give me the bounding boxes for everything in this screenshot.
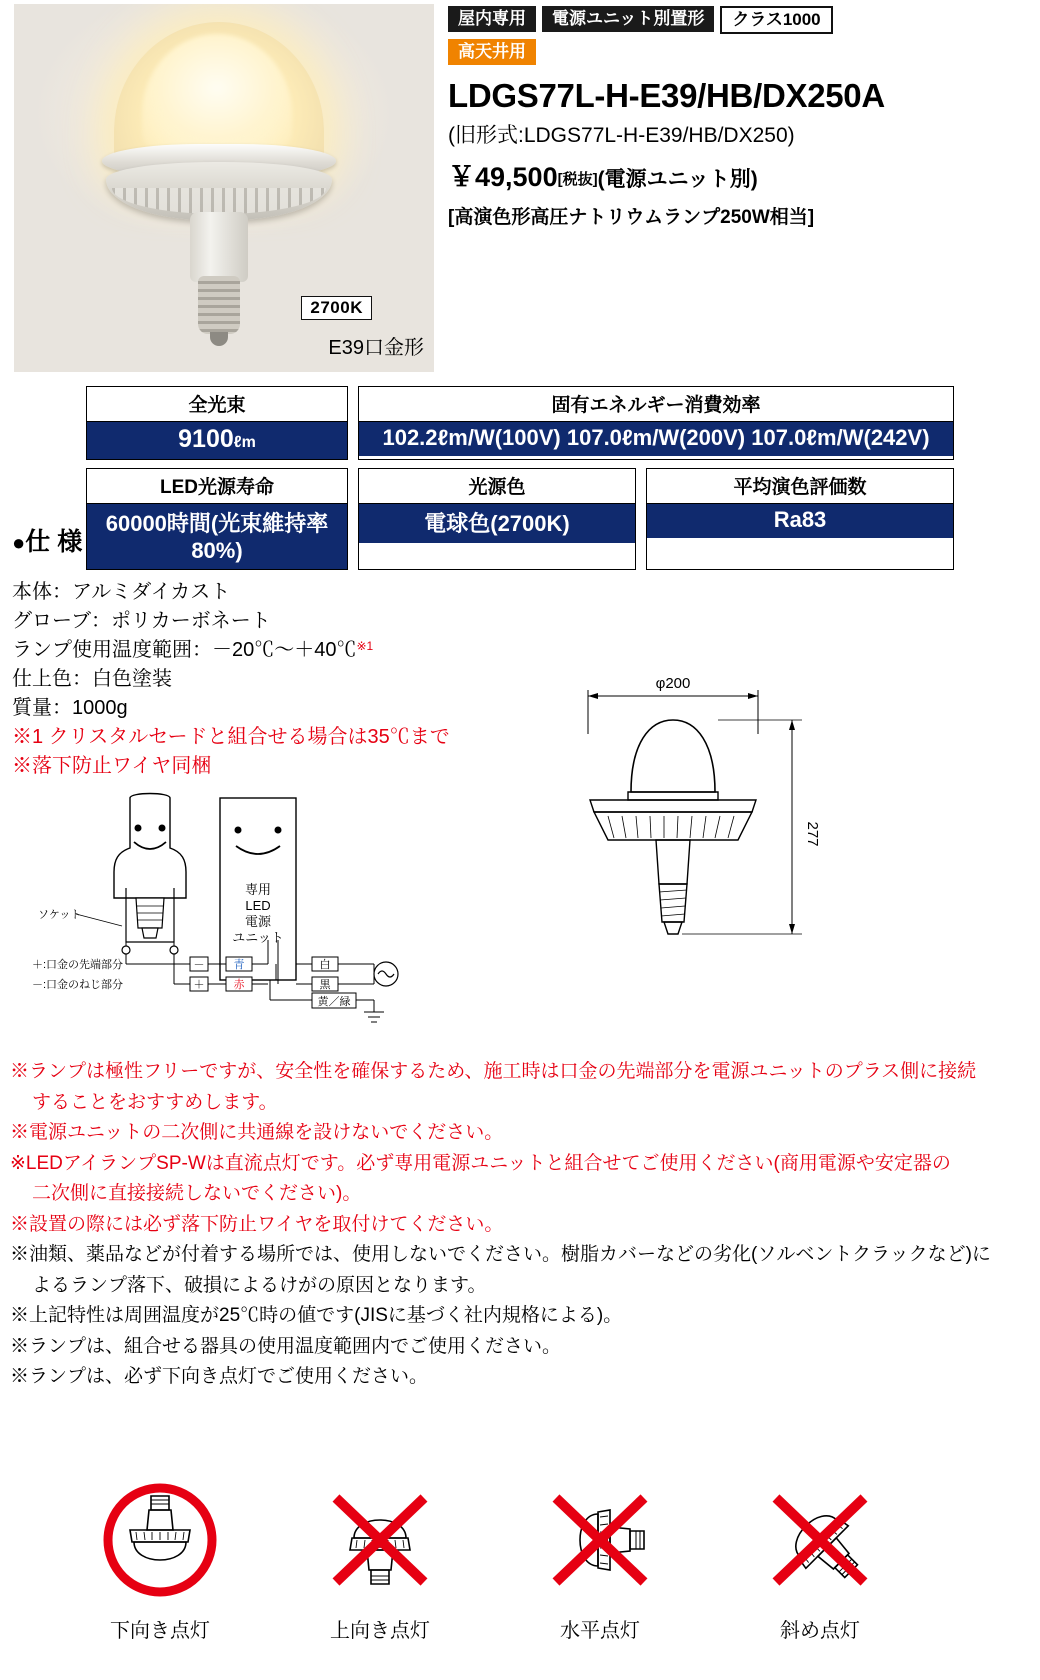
note-3b: 二次側に直接接続しないでください)。	[32, 1183, 362, 1204]
orientation-diagonal-icon	[750, 1478, 890, 1608]
spec-detail-list	[12, 578, 532, 781]
spec-item-temp-range-text: ランプ使用温度範囲：－20℃～＋40℃	[12, 639, 357, 661]
spec-cri-value: Ra83	[647, 504, 953, 538]
note-6: ※上記特性は周囲温度が25℃時の値です(JISに基づく社内規格による)。	[10, 1305, 623, 1326]
dimension-height-label: 277	[804, 821, 821, 847]
note-4: ※設置の際には必ず落下防止ワイヤを取付けてください。	[10, 1213, 504, 1235]
note-5a: ※油類、薬品などが付着する場所では、使用しないでください。樹脂カバーなどの劣化(ソルベントクラックなど)に	[10, 1244, 991, 1265]
wiring-wire-blue: 青	[233, 959, 245, 971]
dimension-drawing	[556, 672, 856, 962]
spec-lifetime-head: LED光源寿命	[87, 469, 347, 504]
dimension-width-label: φ200	[655, 675, 691, 692]
badge-indoor-only: 屋内専用	[448, 6, 536, 32]
spec-item-globe: グローブ：ポリカーボネート	[12, 610, 271, 632]
wiring-unit-label-4: ユニット	[232, 930, 284, 945]
orientation-diagonal	[750, 1478, 890, 1668]
orientation-down-label: 下向き点灯	[110, 1620, 210, 1642]
old-model-number: (旧形式:LDGS77L-H-E39/HB/DX250)	[448, 124, 795, 147]
equivalent-note: [高演色形高圧ナトリウムランプ250W相当]	[448, 207, 815, 228]
color-temperature-tag: 2700K	[301, 296, 372, 320]
bullet-icon: ●	[12, 530, 26, 555]
top-section	[0, 0, 1040, 378]
notes-list	[10, 1058, 1030, 1394]
spec-luminous-flux-number: 9100	[178, 425, 234, 453]
model-number: LDGS77L-H-E39/HB/DX250A	[448, 77, 885, 114]
wiring-wire-yellow-green: 黄／緑	[317, 996, 351, 1008]
price-value: ￥49,500	[448, 162, 558, 192]
orientation-up-icon	[310, 1478, 450, 1608]
section-title-specs	[12, 522, 82, 558]
section-title-text: 仕 様	[25, 528, 83, 556]
spec-lifetime	[86, 468, 348, 570]
orientation-down	[90, 1478, 230, 1668]
spec-efficacy-value: 102.2ℓm/W(100V) 107.0ℓm/W(200V) 107.0ℓm/W(242V)	[359, 422, 953, 456]
dimension-svg	[556, 672, 856, 962]
note-3a: ※LEDアイランプSP-Wは直流点灯です。必ず専用電源ユニットと組合せてご使用ください(商用電源や安定器の	[10, 1152, 951, 1174]
wiring-unit-label-2: LED	[245, 898, 271, 913]
orientation-up-label: 上向き点灯	[330, 1620, 430, 1642]
spec-color-value: 電球色(2700K)	[359, 504, 635, 543]
orientation-horizontal-label: 水平点灯	[560, 1620, 640, 1642]
wiring-wire-red: 赤	[233, 979, 245, 991]
photo-caption: E39口金形	[328, 337, 424, 359]
spec-tables	[86, 386, 954, 570]
spec-item-body: 本体：アルミダイカスト	[12, 581, 231, 603]
spec-efficacy	[358, 386, 954, 460]
price-unit-note: (電源ユニット別)	[597, 168, 758, 191]
spec-row-2	[86, 468, 954, 570]
orientation-up	[310, 1478, 450, 1668]
spec-item-safety-wire: ※落下防止ワイヤ同梱	[12, 755, 212, 777]
spec-luminous-flux-value	[87, 422, 347, 459]
note-7: ※ランプは、組合せる器具の使用温度範囲内でご使用ください。	[10, 1335, 562, 1357]
wiring-unit-label-3: 電源	[244, 914, 272, 929]
orientation-horizontal	[530, 1478, 670, 1668]
spec-luminous-flux	[86, 386, 348, 460]
badge-row-2	[448, 39, 1034, 65]
badge-class-1000: クラス1000	[720, 6, 832, 34]
spec-luminous-flux-unit: ℓm	[233, 434, 256, 451]
spec-item-footnote-1: ※1 クリスタルセードと組合せる場合は35℃まで	[12, 726, 450, 748]
wiring-symbol-plus: ＋	[193, 979, 205, 991]
badge-row-1	[448, 6, 1034, 34]
wiring-wire-white: 白	[319, 959, 331, 971]
note-2: ※電源ユニットの二次側に共通線を設けないでください。	[10, 1122, 504, 1143]
lamp-screw-base-icon	[198, 276, 240, 334]
spec-color-head: 光源色	[359, 469, 635, 504]
wiring-wire-black: 黒	[319, 979, 331, 991]
price-line	[448, 155, 1034, 194]
header-block	[448, 6, 1034, 229]
lamp-neck-icon	[190, 212, 248, 282]
spec-cri	[646, 468, 954, 570]
badge-high-ceiling: 高天井用	[448, 39, 536, 65]
orientation-icons	[90, 1478, 860, 1668]
spec-efficacy-head: 固有エネルギー消費効率	[359, 387, 953, 422]
spec-item-finish: 仕上色：白色塗装	[12, 668, 172, 690]
orientation-horizontal-icon	[530, 1478, 670, 1608]
wiring-unit-label-1: 専用	[244, 882, 272, 897]
spec-luminous-flux-head: 全光束	[87, 387, 347, 422]
wiring-svg	[30, 790, 450, 1048]
spec-lifetime-value: 60000時間(光束維持率80%)	[87, 504, 347, 569]
spec-color	[358, 468, 636, 570]
note-1b: することをおすすめします。	[32, 1091, 278, 1113]
wiring-socket-label: ソケット	[38, 909, 82, 921]
price-tax-note: [税抜]	[557, 171, 598, 188]
wiring-plus-label: ＋:口金の先端部分	[32, 959, 124, 971]
spec-row-1	[86, 386, 954, 460]
spec-item-weight: 質量：1000g	[12, 697, 128, 719]
wiring-symbol-minus: －	[193, 959, 205, 971]
spec-item-temp-range-footnote: ※1	[356, 639, 374, 653]
spec-cri-head: 平均演色評価数	[647, 469, 953, 504]
spec-item-temp-range	[12, 636, 532, 665]
wiring-diagram	[30, 790, 450, 1048]
wiring-minus-label: －:口金のねじ部分	[32, 979, 124, 991]
note-8: ※ランプは、必ず下向き点灯でご使用ください。	[10, 1366, 429, 1387]
orientation-down-icon	[90, 1478, 230, 1608]
badge-separate-power-unit: 電源ユニット別置形	[542, 6, 714, 32]
note-1a: ※ランプは極性フリーですが、安全性を確保するため、施工時は口金の先端部分を電源ユニットのプラス側に接続	[10, 1061, 977, 1082]
note-5b: よるランプ落下、破損によるけがの原因となります。	[32, 1274, 487, 1296]
product-photo	[14, 4, 434, 372]
orientation-diagonal-label: 斜め点灯	[780, 1620, 860, 1642]
